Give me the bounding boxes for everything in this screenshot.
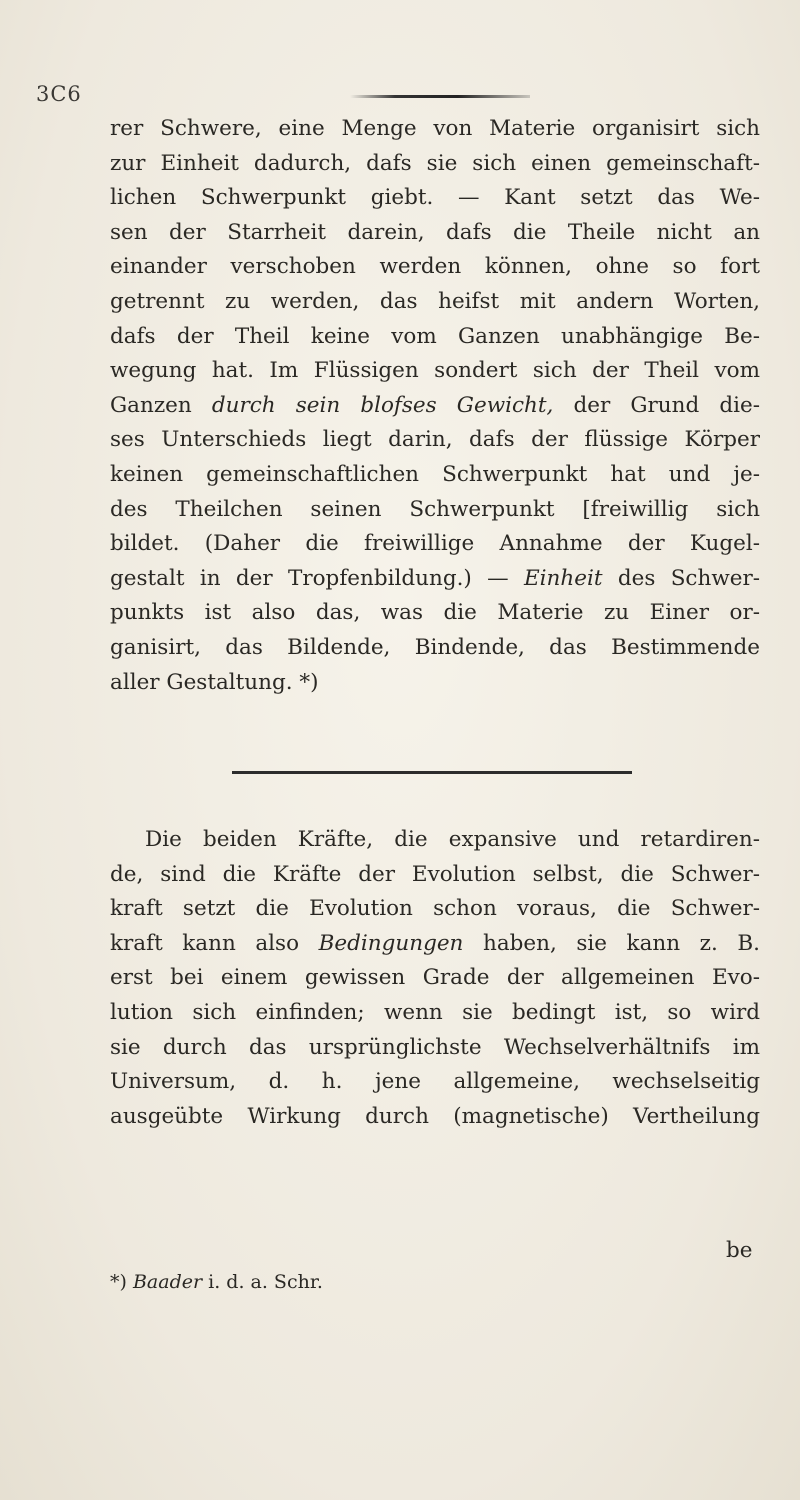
text-line: lution sich einfinden; wenn sie bedingt ist, so wird — [110, 999, 760, 1025]
text-line: keinen gemeinschaftlichen Schwerpunkt hat und je- — [110, 461, 760, 487]
text-line: wegung hat. Im Flüssigen sondert sich der Theil vom — [110, 358, 760, 384]
text-line — [110, 927, 760, 962]
text-line: zur Einheit dadurch, dafs sie sich einen gemeinschaft- — [110, 150, 760, 176]
text-line: aller Gestaltung. *) — [110, 669, 319, 695]
page-number: 3С6 — [36, 82, 82, 106]
text-line: Universum, d. h. jene allgemeine, wechselseitig — [110, 1069, 760, 1095]
text-line: rer Schwere, eine Menge von Materie organisirt sich — [110, 116, 760, 141]
text-line: sen der Starrheit darein, dafs die Theile nicht an — [110, 219, 760, 245]
footnote-reference: i. d. a. Schr. — [208, 1271, 323, 1293]
text-line: de, sind die Kräfte der Evolution selbst, die Schwer- — [110, 861, 760, 887]
text-line: erst bei einem gewissen Grade der allgemeinen Evo- — [110, 965, 760, 991]
text-line: punkts ist also das, was die Materie zu Einer or- — [110, 600, 760, 626]
text-line: sie durch das ursprünglichste Wechselverhältnifs im — [110, 1034, 760, 1060]
text-line — [110, 389, 760, 424]
paragraph-1 — [110, 112, 760, 700]
italic-phrase: Einheit — [523, 565, 603, 591]
text-line: ses Unterschieds liegt darin, dafs der flüssige Körper — [110, 427, 760, 453]
footnote-marker: *) — [110, 1271, 127, 1293]
section-divider — [232, 771, 632, 774]
paragraph-2 — [110, 823, 760, 1134]
text-line: bildet. (Daher die freiwillige Annahme der Kugel- — [110, 531, 760, 557]
text-line: getrennt zu werden, das heifst mit andern Worten, — [110, 288, 760, 314]
text-line: dafs der Theil keine vom Ganzen unabhängige Be- — [110, 323, 760, 349]
text-line: einander verschoben werden können, ohne so fort — [110, 254, 760, 280]
text-segment: kraft kann also — [110, 930, 300, 956]
footnote — [110, 1271, 323, 1293]
text-segment: des Schwer- — [617, 565, 760, 591]
italic-phrase: Bedingungen — [318, 930, 464, 956]
text-line: ganisirt, das Bildende, Bindende, das Bestimmende — [110, 634, 760, 660]
catchword: be — [726, 1238, 753, 1263]
text-line: ausgeübte Wirkung durch (magnetische) Vertheilung — [110, 1103, 760, 1129]
text-line: des Theilchen seinen Schwerpunkt [freiwillig sich — [110, 496, 760, 522]
text-segment: gestalt in der Tropfenbildung.) — — [110, 565, 509, 591]
header-rule — [350, 95, 530, 98]
italic-phrase: durch sein blofses Gewicht, — [211, 392, 554, 418]
footnote-author: Baader — [132, 1271, 203, 1293]
text-line — [110, 562, 760, 597]
text-line: lichen Schwerpunkt giebt. — Kant setzt das We- — [110, 185, 760, 211]
text-line: Die beiden Kräfte, die expansive und retardiren- — [145, 827, 760, 852]
text-segment: Ganzen — [110, 392, 192, 418]
text-segment: der Grund die- — [573, 392, 760, 418]
text-line: kraft setzt die Evolution schon voraus, die Schwer- — [110, 896, 760, 922]
text-segment: haben, sie kann z. B. — [482, 930, 760, 956]
